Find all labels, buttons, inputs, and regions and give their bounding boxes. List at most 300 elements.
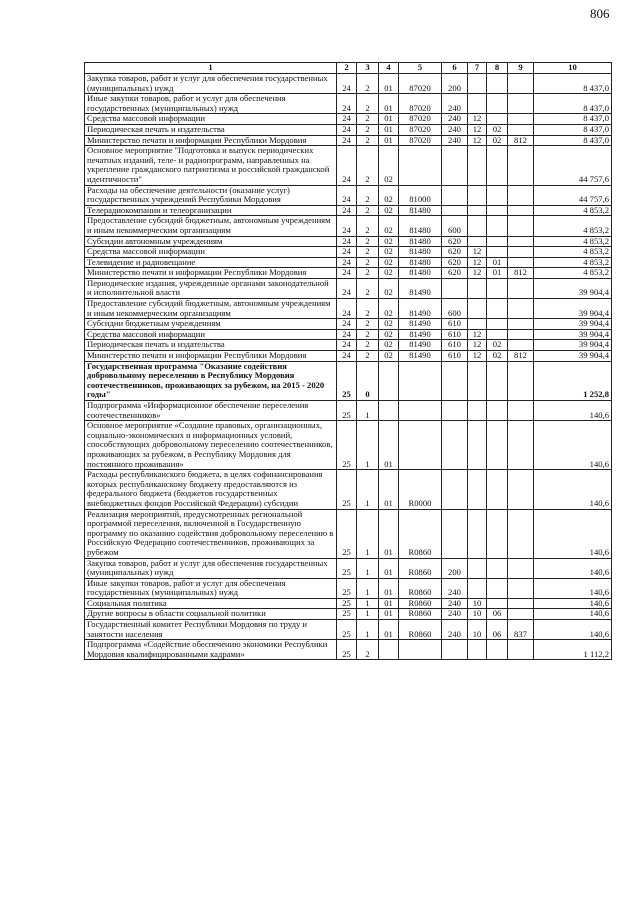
row-value-cell: 2 bbox=[357, 299, 379, 319]
row-value-cell: 4 853,2 bbox=[534, 268, 612, 279]
row-value-cell bbox=[487, 319, 508, 330]
row-value-cell: 01 bbox=[379, 509, 399, 558]
row-value-cell bbox=[508, 94, 534, 114]
row-value-cell: 24 bbox=[337, 146, 357, 185]
row-value-cell: 44 757,6 bbox=[534, 185, 612, 205]
table-row bbox=[85, 509, 612, 558]
table-row bbox=[85, 124, 612, 135]
row-value-cell: 8 437,0 bbox=[534, 124, 612, 135]
row-value-cell bbox=[487, 94, 508, 114]
row-value-cell: R0860 bbox=[399, 558, 442, 578]
row-value-cell bbox=[487, 205, 508, 216]
row-value-cell: 8 437,0 bbox=[534, 114, 612, 125]
row-value-cell: 1 112,2 bbox=[534, 640, 612, 660]
row-value-cell bbox=[508, 598, 534, 609]
row-value-cell: 25 bbox=[337, 578, 357, 598]
row-value-cell: 02 bbox=[379, 268, 399, 279]
row-value-cell: 01 bbox=[379, 598, 399, 609]
row-name-cell: Иные закупки товаров, работ и услуг для обеспечения государственных (муниципальных) нужд bbox=[85, 94, 337, 114]
row-value-cell bbox=[487, 578, 508, 598]
row-value-cell bbox=[379, 361, 399, 400]
row-value-cell: 2 bbox=[357, 319, 379, 330]
row-value-cell bbox=[487, 329, 508, 340]
row-value-cell: 02 bbox=[487, 124, 508, 135]
row-name-cell: Предоставление субсидий бюджетным, автономным учреждениям и иным некоммерческим организациям bbox=[85, 216, 337, 236]
row-value-cell: 12 bbox=[468, 340, 487, 351]
row-value-cell: 39 904,4 bbox=[534, 340, 612, 351]
row-value-cell: 10 bbox=[468, 620, 487, 640]
row-value-cell: 02 bbox=[379, 247, 399, 258]
row-name-cell: Периодическая печать и издательства bbox=[85, 340, 337, 351]
table-row bbox=[85, 236, 612, 247]
row-value-cell: 10 bbox=[468, 598, 487, 609]
row-value-cell: R0860 bbox=[399, 598, 442, 609]
header-row bbox=[85, 63, 612, 74]
row-value-cell: 87020 bbox=[399, 114, 442, 125]
row-value-cell bbox=[487, 216, 508, 236]
row-value-cell: 24 bbox=[337, 329, 357, 340]
row-value-cell: 140,6 bbox=[534, 620, 612, 640]
row-value-cell: 1 bbox=[357, 598, 379, 609]
row-value-cell: 240 bbox=[442, 609, 468, 620]
row-value-cell: 01 bbox=[487, 257, 508, 268]
row-value-cell bbox=[508, 146, 534, 185]
row-value-cell: 812 bbox=[508, 135, 534, 146]
row-value-cell: 24 bbox=[337, 236, 357, 247]
row-value-cell: 1 bbox=[357, 578, 379, 598]
row-value-cell: 8 437,0 bbox=[534, 74, 612, 94]
row-value-cell: 4 853,2 bbox=[534, 247, 612, 258]
row-name-cell: Закупка товаров, работ и услуг для обеспечения государственных (муниципальных) нужд bbox=[85, 74, 337, 94]
budget-table bbox=[84, 62, 612, 660]
row-value-cell bbox=[442, 146, 468, 185]
row-value-cell: 01 bbox=[379, 609, 399, 620]
table-row bbox=[85, 329, 612, 340]
table-row bbox=[85, 299, 612, 319]
row-value-cell: 02 bbox=[379, 329, 399, 340]
row-value-cell bbox=[508, 340, 534, 351]
table-row bbox=[85, 558, 612, 578]
row-value-cell: 25 bbox=[337, 640, 357, 660]
row-value-cell: 02 bbox=[379, 216, 399, 236]
row-value-cell: 2 bbox=[357, 278, 379, 298]
row-value-cell: 81490 bbox=[399, 340, 442, 351]
row-value-cell bbox=[487, 598, 508, 609]
row-value-cell: 200 bbox=[442, 74, 468, 94]
row-value-cell bbox=[508, 278, 534, 298]
row-value-cell: 01 bbox=[379, 558, 399, 578]
row-value-cell: 1 bbox=[357, 401, 379, 421]
row-value-cell: 24 bbox=[337, 185, 357, 205]
row-value-cell: 2 bbox=[357, 74, 379, 94]
row-value-cell: 24 bbox=[337, 135, 357, 146]
row-value-cell: 610 bbox=[442, 329, 468, 340]
row-value-cell: 12 bbox=[468, 329, 487, 340]
row-value-cell bbox=[442, 470, 468, 509]
row-value-cell: 2 bbox=[357, 135, 379, 146]
table-row bbox=[85, 620, 612, 640]
table-row bbox=[85, 319, 612, 330]
row-value-cell: 81490 bbox=[399, 278, 442, 298]
row-value-cell: 12 bbox=[468, 135, 487, 146]
row-value-cell: 812 bbox=[508, 268, 534, 279]
row-value-cell bbox=[487, 74, 508, 94]
row-value-cell: 240 bbox=[442, 598, 468, 609]
row-value-cell: 12 bbox=[468, 257, 487, 268]
row-value-cell: 02 bbox=[379, 340, 399, 351]
row-value-cell: 2 bbox=[357, 216, 379, 236]
row-value-cell: 81480 bbox=[399, 268, 442, 279]
row-value-cell bbox=[468, 94, 487, 114]
row-value-cell bbox=[508, 319, 534, 330]
row-value-cell bbox=[442, 421, 468, 470]
row-value-cell: 240 bbox=[442, 124, 468, 135]
row-value-cell bbox=[468, 185, 487, 205]
column-header: 5 bbox=[399, 63, 442, 74]
row-value-cell: 12 bbox=[468, 114, 487, 125]
row-name-cell: Социальная политика bbox=[85, 598, 337, 609]
row-value-cell: 02 bbox=[379, 257, 399, 268]
row-value-cell: 06 bbox=[487, 609, 508, 620]
row-value-cell: 39 904,4 bbox=[534, 329, 612, 340]
row-name-cell: Государственный комитет Республики Мордовия по труду и занятости населения bbox=[85, 620, 337, 640]
row-name-cell: Основное мероприятие "Подготовка и выпуск периодических печатных изданий, теле- и радиопрограмм, направленных на укрепление гражданского патриотизма и российской гражданской идентичности" bbox=[85, 146, 337, 185]
row-value-cell bbox=[508, 470, 534, 509]
row-value-cell: 01 bbox=[379, 620, 399, 640]
row-value-cell bbox=[487, 558, 508, 578]
row-value-cell: 02 bbox=[379, 205, 399, 216]
page-number: 806 bbox=[590, 6, 610, 21]
row-value-cell bbox=[508, 236, 534, 247]
row-value-cell: 39 904,4 bbox=[534, 278, 612, 298]
table-row bbox=[85, 114, 612, 125]
row-value-cell: 25 bbox=[337, 361, 357, 400]
row-name-cell: Министерство печати и информации Республики Мордовия bbox=[85, 135, 337, 146]
row-value-cell: 600 bbox=[442, 216, 468, 236]
row-value-cell: 24 bbox=[337, 340, 357, 351]
row-value-cell: 02 bbox=[379, 185, 399, 205]
row-value-cell: 2 bbox=[357, 124, 379, 135]
row-value-cell: 24 bbox=[337, 319, 357, 330]
row-value-cell: 620 bbox=[442, 236, 468, 247]
row-value-cell bbox=[399, 640, 442, 660]
row-value-cell bbox=[508, 578, 534, 598]
row-value-cell: 620 bbox=[442, 257, 468, 268]
row-name-cell: Подпрограмма «Информационное обеспечение переселения соотечественников» bbox=[85, 401, 337, 421]
row-value-cell: 81490 bbox=[399, 329, 442, 340]
row-value-cell: 12 bbox=[468, 124, 487, 135]
row-value-cell: 8 437,0 bbox=[534, 94, 612, 114]
row-value-cell bbox=[442, 361, 468, 400]
row-value-cell: 24 bbox=[337, 74, 357, 94]
row-name-cell: Периодическая печать и издательства bbox=[85, 124, 337, 135]
row-value-cell: 12 bbox=[468, 268, 487, 279]
row-value-cell: 2 bbox=[357, 247, 379, 258]
row-value-cell: 1 bbox=[357, 558, 379, 578]
row-value-cell bbox=[508, 558, 534, 578]
column-header: 3 bbox=[357, 63, 379, 74]
row-name-cell: Другие вопросы в области социальной политики bbox=[85, 609, 337, 620]
row-value-cell: 02 bbox=[487, 340, 508, 351]
row-value-cell: 02 bbox=[379, 146, 399, 185]
row-value-cell bbox=[487, 185, 508, 205]
row-value-cell: 87020 bbox=[399, 135, 442, 146]
row-value-cell bbox=[487, 236, 508, 247]
row-value-cell: 24 bbox=[337, 205, 357, 216]
row-value-cell: R0860 bbox=[399, 578, 442, 598]
row-value-cell: 01 bbox=[379, 421, 399, 470]
row-value-cell: 240 bbox=[442, 578, 468, 598]
row-value-cell bbox=[399, 361, 442, 400]
row-value-cell: 24 bbox=[337, 257, 357, 268]
row-value-cell bbox=[442, 205, 468, 216]
row-value-cell bbox=[508, 247, 534, 258]
row-value-cell: 81490 bbox=[399, 319, 442, 330]
row-name-cell: Министерство печати и информации Республики Мордовия bbox=[85, 351, 337, 362]
row-name-cell: Основное мероприятие «Создание правовых, организационных, социально-экономических и информационных условий, способствующих добровольному переселению соотечественников, проживающих за рубежом, в Республику Мордовия для постоянного проживания» bbox=[85, 421, 337, 470]
row-value-cell: 2 bbox=[357, 340, 379, 351]
row-value-cell: 2 bbox=[357, 640, 379, 660]
column-header: 7 bbox=[468, 63, 487, 74]
row-value-cell: 25 bbox=[337, 558, 357, 578]
row-value-cell: 24 bbox=[337, 268, 357, 279]
row-value-cell bbox=[487, 114, 508, 125]
row-value-cell: 01 bbox=[379, 124, 399, 135]
row-value-cell bbox=[508, 421, 534, 470]
row-name-cell: Закупка товаров, работ и услуг для обеспечения государственных (муниципальных) нужд bbox=[85, 558, 337, 578]
table-row bbox=[85, 257, 612, 268]
row-value-cell bbox=[487, 278, 508, 298]
row-value-cell: 25 bbox=[337, 401, 357, 421]
row-value-cell bbox=[487, 299, 508, 319]
row-value-cell bbox=[508, 216, 534, 236]
row-value-cell: 25 bbox=[337, 509, 357, 558]
column-header: 4 bbox=[379, 63, 399, 74]
row-name-cell: Периодические издания, учрежденные органами законодательной и исполнительной власти bbox=[85, 278, 337, 298]
row-value-cell: 2 bbox=[357, 236, 379, 247]
row-value-cell: 25 bbox=[337, 421, 357, 470]
column-header: 8 bbox=[487, 63, 508, 74]
row-name-cell: Предоставление субсидий бюджетным, автономным учреждениям и иным некоммерческим организациям bbox=[85, 299, 337, 319]
row-value-cell bbox=[487, 247, 508, 258]
row-value-cell bbox=[468, 509, 487, 558]
row-value-cell: 06 bbox=[487, 620, 508, 640]
table-row bbox=[85, 609, 612, 620]
row-value-cell: 240 bbox=[442, 94, 468, 114]
row-value-cell bbox=[442, 185, 468, 205]
row-value-cell bbox=[487, 361, 508, 400]
table-row bbox=[85, 205, 612, 216]
table-row bbox=[85, 640, 612, 660]
row-value-cell: 0 bbox=[357, 361, 379, 400]
row-value-cell: 01 bbox=[487, 268, 508, 279]
row-value-cell: 81480 bbox=[399, 205, 442, 216]
row-value-cell: 200 bbox=[442, 558, 468, 578]
row-value-cell: 02 bbox=[487, 351, 508, 362]
row-name-cell: Средства массовой информации bbox=[85, 247, 337, 258]
row-value-cell bbox=[468, 578, 487, 598]
row-value-cell bbox=[468, 74, 487, 94]
row-value-cell bbox=[508, 401, 534, 421]
column-header: 2 bbox=[337, 63, 357, 74]
row-value-cell: 837 bbox=[508, 620, 534, 640]
row-value-cell bbox=[442, 401, 468, 421]
row-value-cell bbox=[508, 124, 534, 135]
row-value-cell bbox=[487, 470, 508, 509]
row-value-cell bbox=[468, 640, 487, 660]
row-value-cell: 25 bbox=[337, 609, 357, 620]
row-value-cell bbox=[399, 421, 442, 470]
row-value-cell bbox=[508, 640, 534, 660]
row-value-cell: 2 bbox=[357, 329, 379, 340]
row-value-cell bbox=[468, 361, 487, 400]
row-value-cell: 1 252,8 bbox=[534, 361, 612, 400]
row-value-cell: 140,6 bbox=[534, 558, 612, 578]
row-value-cell: 24 bbox=[337, 94, 357, 114]
table-row bbox=[85, 470, 612, 509]
row-name-cell: Государственная программа "Оказание содействия добровольному переселению в Республику Мордовия соотечественников, проживающих за рубежом, на 2015 - 2020 годы" bbox=[85, 361, 337, 400]
row-value-cell: 140,6 bbox=[534, 401, 612, 421]
row-value-cell: 240 bbox=[442, 620, 468, 640]
row-value-cell bbox=[468, 216, 487, 236]
row-value-cell bbox=[508, 74, 534, 94]
table-row bbox=[85, 185, 612, 205]
row-value-cell: 140,6 bbox=[534, 578, 612, 598]
row-name-cell: Телерадиокомпании и телеорганизации bbox=[85, 205, 337, 216]
row-value-cell bbox=[468, 319, 487, 330]
row-value-cell bbox=[508, 114, 534, 125]
row-value-cell: 2 bbox=[357, 114, 379, 125]
row-value-cell: 81480 bbox=[399, 216, 442, 236]
row-value-cell: 1 bbox=[357, 609, 379, 620]
row-value-cell: 81490 bbox=[399, 351, 442, 362]
row-value-cell: 620 bbox=[442, 268, 468, 279]
row-value-cell bbox=[508, 185, 534, 205]
table-row bbox=[85, 146, 612, 185]
table-row bbox=[85, 421, 612, 470]
row-name-cell: Субсидии автономным учреждениям bbox=[85, 236, 337, 247]
row-name-cell: Расходы республиканского бюджета, в целях софинансирования которых республиканскому бюджету предоставляются из федерального бюджета (бюджетов государственных внебюджетных фондов Российской Федерации) субсидии bbox=[85, 470, 337, 509]
row-value-cell: 81480 bbox=[399, 236, 442, 247]
row-value-cell: 39 904,4 bbox=[534, 319, 612, 330]
row-value-cell bbox=[379, 401, 399, 421]
row-value-cell bbox=[399, 401, 442, 421]
row-value-cell: 02 bbox=[379, 319, 399, 330]
row-value-cell bbox=[487, 509, 508, 558]
table-row bbox=[85, 578, 612, 598]
row-value-cell: 01 bbox=[379, 470, 399, 509]
row-value-cell: 24 bbox=[337, 247, 357, 258]
table-row bbox=[85, 74, 612, 94]
row-value-cell: 240 bbox=[442, 135, 468, 146]
row-value-cell bbox=[468, 421, 487, 470]
row-value-cell: R0860 bbox=[399, 509, 442, 558]
row-value-cell: 81480 bbox=[399, 257, 442, 268]
row-value-cell bbox=[487, 421, 508, 470]
row-value-cell: 24 bbox=[337, 216, 357, 236]
table-row bbox=[85, 216, 612, 236]
row-value-cell: 240 bbox=[442, 114, 468, 125]
row-value-cell: 87020 bbox=[399, 124, 442, 135]
row-value-cell: 10 bbox=[468, 609, 487, 620]
table-row bbox=[85, 278, 612, 298]
row-value-cell: 2 bbox=[357, 146, 379, 185]
row-value-cell: 01 bbox=[379, 135, 399, 146]
row-value-cell: 02 bbox=[379, 299, 399, 319]
row-value-cell bbox=[508, 609, 534, 620]
row-value-cell bbox=[399, 146, 442, 185]
table-row bbox=[85, 351, 612, 362]
row-value-cell: 87020 bbox=[399, 74, 442, 94]
table-row bbox=[85, 361, 612, 400]
row-value-cell: 140,6 bbox=[534, 609, 612, 620]
row-value-cell: 87020 bbox=[399, 94, 442, 114]
row-value-cell: 01 bbox=[379, 578, 399, 598]
row-value-cell: 4 853,2 bbox=[534, 205, 612, 216]
row-value-cell: 1 bbox=[357, 421, 379, 470]
row-value-cell: 140,6 bbox=[534, 470, 612, 509]
row-value-cell bbox=[487, 640, 508, 660]
row-value-cell bbox=[468, 146, 487, 185]
row-value-cell: 8 437,0 bbox=[534, 135, 612, 146]
row-value-cell bbox=[442, 640, 468, 660]
row-value-cell: 25 bbox=[337, 470, 357, 509]
row-value-cell: 140,6 bbox=[534, 509, 612, 558]
row-value-cell: 12 bbox=[468, 247, 487, 258]
row-value-cell bbox=[468, 401, 487, 421]
row-value-cell: 4 853,2 bbox=[534, 216, 612, 236]
row-value-cell: 24 bbox=[337, 278, 357, 298]
row-value-cell bbox=[508, 509, 534, 558]
column-header: 1 bbox=[85, 63, 337, 74]
row-value-cell bbox=[442, 509, 468, 558]
row-name-cell: Министерство печати и информации Республики Мордовия bbox=[85, 268, 337, 279]
row-value-cell bbox=[468, 205, 487, 216]
row-value-cell: 02 bbox=[379, 351, 399, 362]
row-value-cell: 620 bbox=[442, 247, 468, 258]
row-value-cell: 25 bbox=[337, 620, 357, 640]
row-value-cell: 600 bbox=[442, 299, 468, 319]
row-value-cell bbox=[468, 558, 487, 578]
row-value-cell: 81000 bbox=[399, 185, 442, 205]
row-name-cell: Субсидии бюджетным учреждениям bbox=[85, 319, 337, 330]
table-row bbox=[85, 94, 612, 114]
row-value-cell bbox=[487, 146, 508, 185]
row-name-cell: Средства массовой информации bbox=[85, 114, 337, 125]
row-value-cell: 140,6 bbox=[534, 598, 612, 609]
row-value-cell: 1 bbox=[357, 620, 379, 640]
table-row bbox=[85, 598, 612, 609]
row-value-cell: R0000 bbox=[399, 470, 442, 509]
column-header: 6 bbox=[442, 63, 468, 74]
row-value-cell: 39 904,4 bbox=[534, 351, 612, 362]
row-value-cell: 2 bbox=[357, 94, 379, 114]
column-header: 9 bbox=[508, 63, 534, 74]
row-value-cell: 39 904,4 bbox=[534, 299, 612, 319]
row-value-cell: 1 bbox=[357, 470, 379, 509]
row-name-cell: Подпрограмма «Содействие обеспечению экономики Республики Мордовия квалифицированными кадрами» bbox=[85, 640, 337, 660]
row-value-cell bbox=[379, 640, 399, 660]
table-row bbox=[85, 401, 612, 421]
row-value-cell bbox=[508, 299, 534, 319]
row-name-cell: Телевидение и радиовещание bbox=[85, 257, 337, 268]
row-value-cell bbox=[508, 205, 534, 216]
row-value-cell: R0860 bbox=[399, 609, 442, 620]
row-value-cell bbox=[508, 257, 534, 268]
row-value-cell: 2 bbox=[357, 351, 379, 362]
row-value-cell bbox=[468, 236, 487, 247]
row-value-cell: 02 bbox=[487, 135, 508, 146]
